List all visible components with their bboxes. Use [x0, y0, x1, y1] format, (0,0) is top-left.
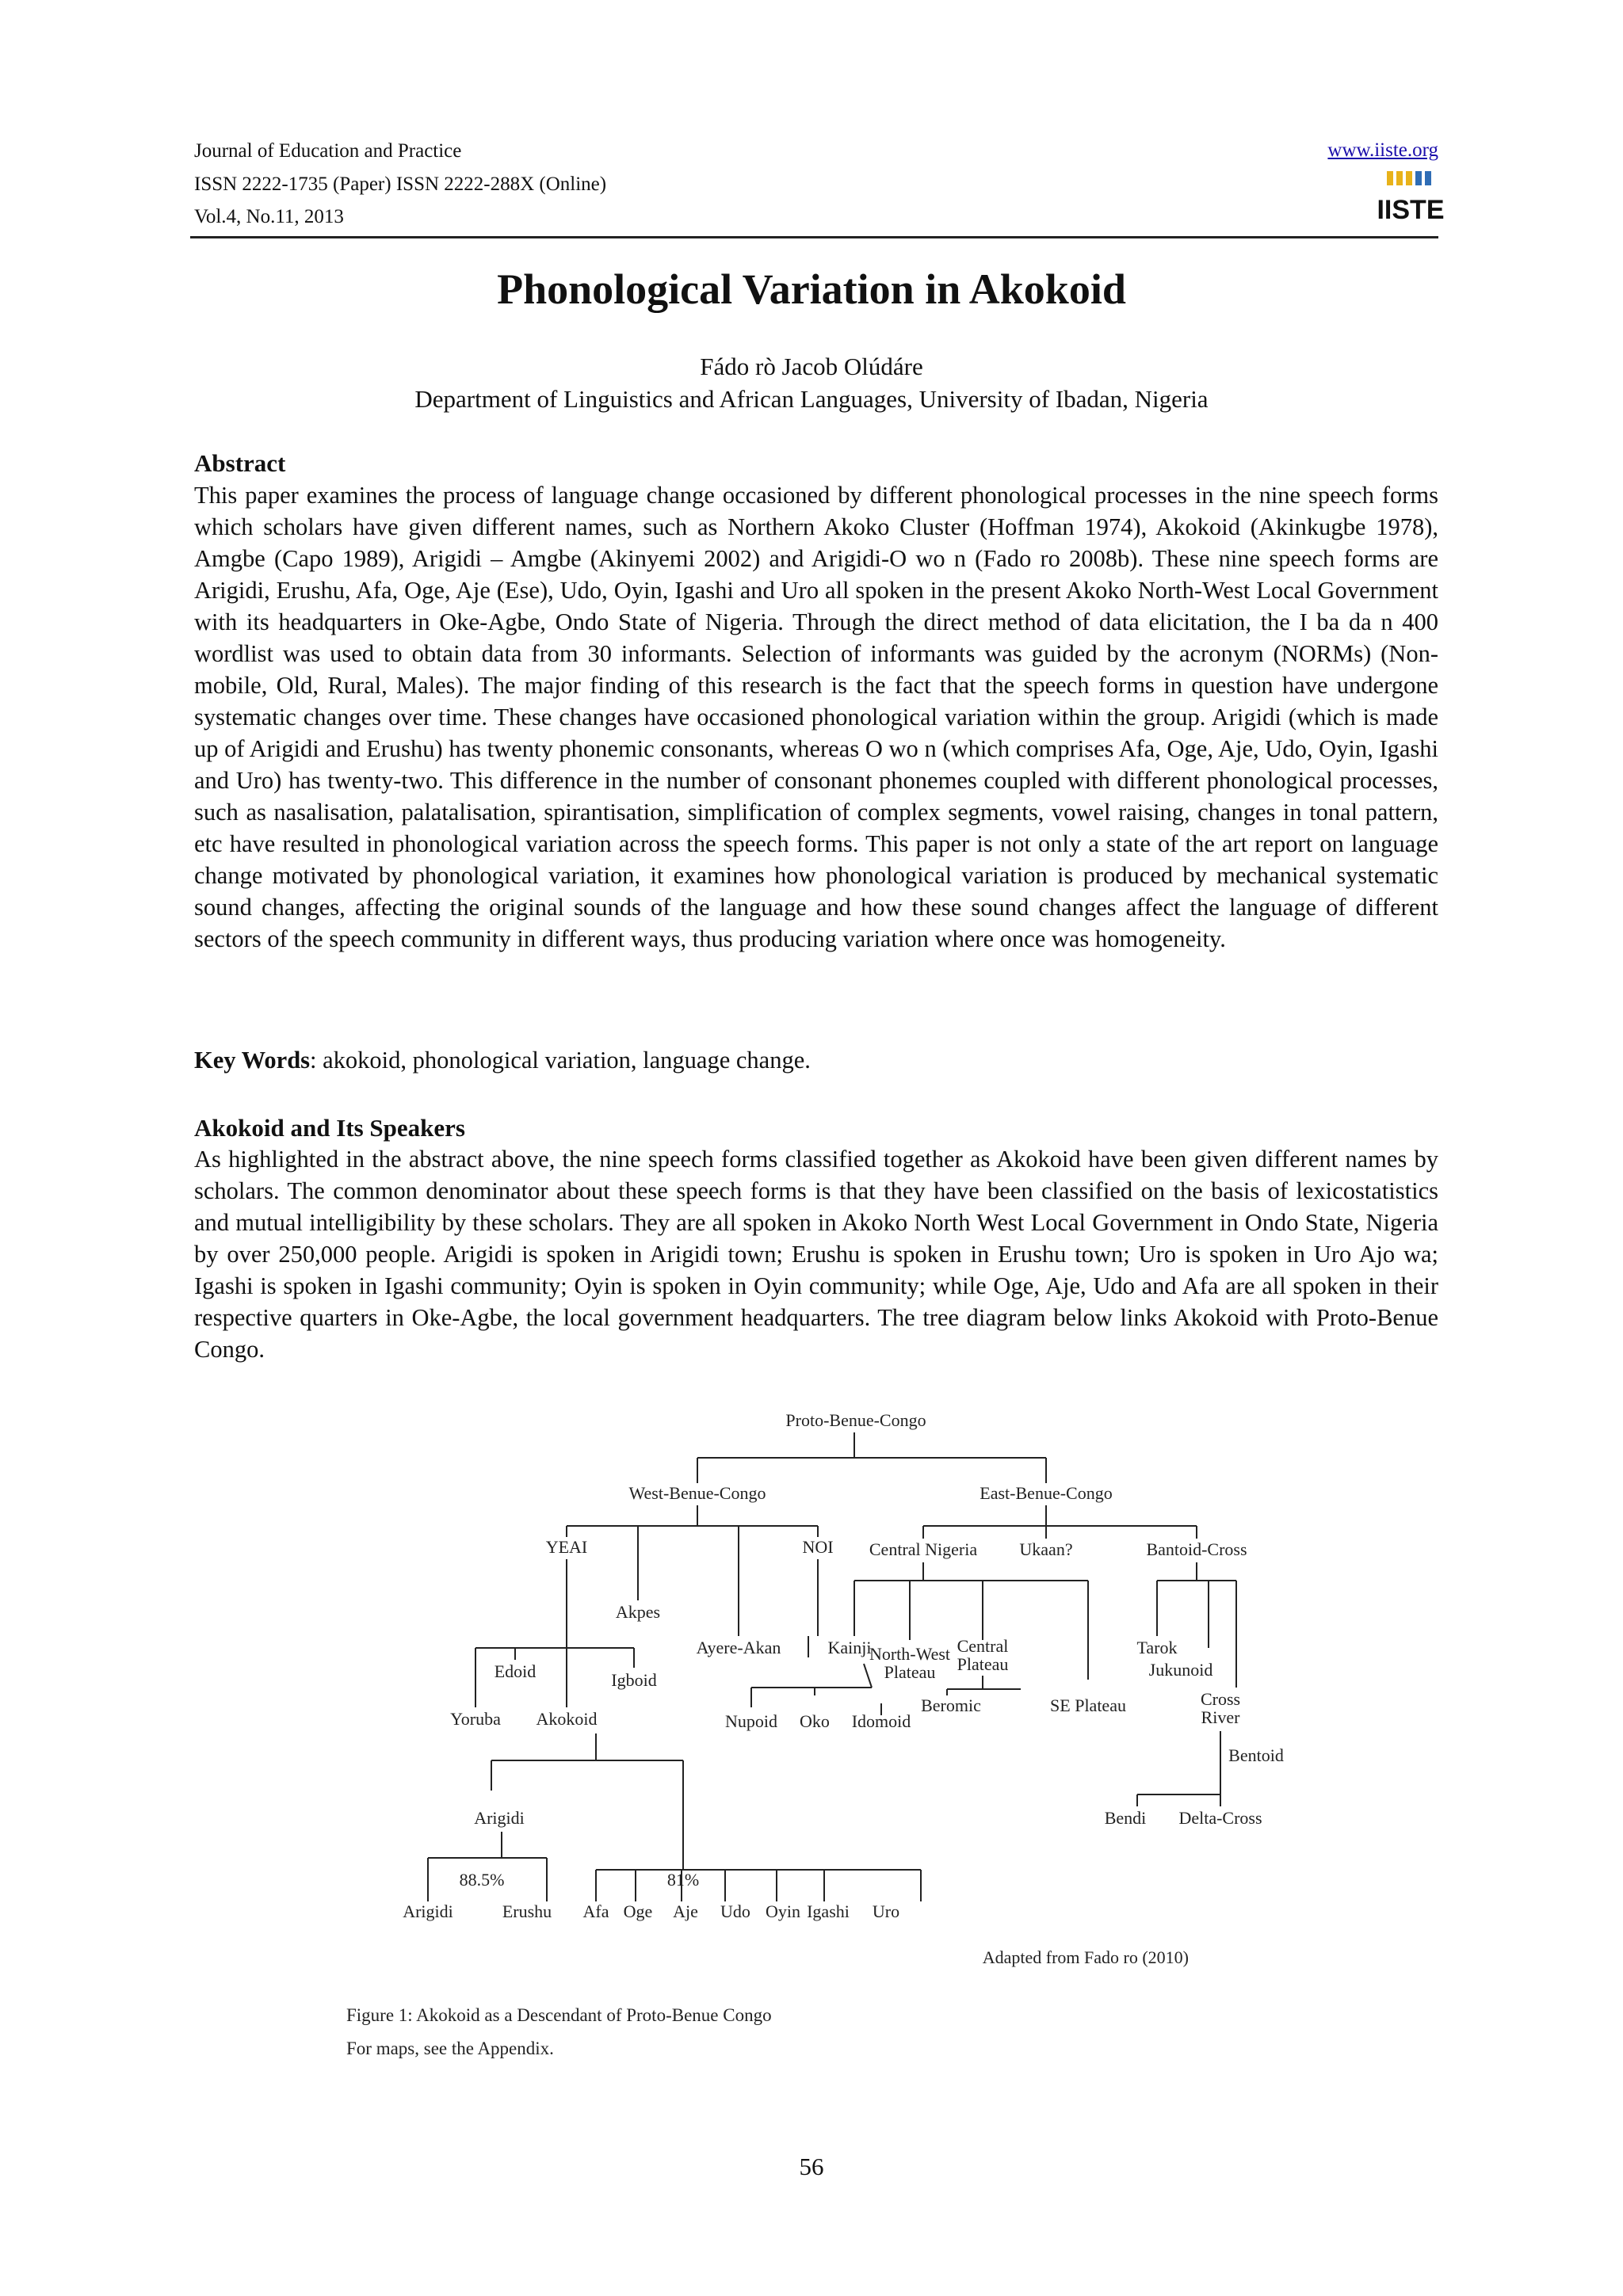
node-bendi: Bendi	[1104, 1808, 1147, 1828]
header-rule	[190, 236, 1438, 238]
section-heading-akokoid: Akokoid and Its Speakers	[194, 1114, 465, 1142]
node-ayere-akan: Ayere-Akan	[696, 1638, 781, 1657]
leaf-arigidi: Arigidi	[403, 1901, 453, 1921]
author-name: Fádo rò Jacob Olúdáre	[700, 353, 923, 380]
author-affiliation: Department of Linguistics and African Languages, University of Ibadan, Nigeria	[414, 385, 1209, 413]
node-bentoid: Bentoid	[1228, 1745, 1284, 1765]
leaf-afa: Afa	[582, 1901, 609, 1921]
leaf-oge: Oge	[623, 1901, 653, 1921]
node-cross-river-2: River	[1201, 1707, 1240, 1727]
paper-title: Phonological Variation in Akokoid	[497, 265, 1126, 313]
node-bantoid-cross: Bantoid-Cross	[1146, 1539, 1247, 1559]
node-yoruba: Yoruba	[450, 1709, 501, 1729]
node-beromic: Beromic	[921, 1695, 981, 1715]
adapted-note: Adapted from Fado ro (2010)	[982, 1947, 1189, 1967]
keywords-line	[194, 1044, 811, 1076]
issn-line: ISSN 2222-1735 (Paper) ISSN 2222-288X (Online)	[194, 174, 607, 195]
node-central-plateau-2: Plateau	[957, 1654, 1009, 1674]
maps-note: For maps, see the Appendix.	[346, 2039, 554, 2058]
logo-text: IISTE	[1377, 195, 1445, 225]
node-ukaan: Ukaan?	[1019, 1539, 1073, 1559]
iiste-logo-icon	[1377, 170, 1445, 225]
section-text-akokoid: As highlighted in the abstract above, the nine speech forms classified together as Akokoid have been given different names by scholars. The common denominator about these speech forms is that they have been classified on the basis of lexicostatistics and mutual intelligibility by these scholars. They are all spoken in Akoko North West Local Government in Ondo State, Nigeria by over 250,000 people. Arigidi is spoken in Arigidi town; Erushu is spoken in Erushu town; Uro is spoken in Uro Ajo wa; Igashi is spoken in Igashi community; Oyin is spoken in Oyin community; while Oge, Aje, Udo and Afa are all spoken in their respective quarters in Oke-Agbe, the local government headquarters. The tree diagram below links Akokoid with Proto-Benue Congo.	[194, 1146, 1438, 1363]
abstract-text: This paper examines the process of language change occasioned by different phonological processes in the nine speech forms which scholars have given different names, such as Northern Akoko Cluster (Hoffman 1974), Akokoid (Akinkugbe 1978), Amgbe (Capo 1989), Arigidi – Amgbe (Akinyemi 2002) and Arigidi-O wo n (Fado ro 2008b). These nine speech forms are Arigidi, Erushu, Afa, Oge, Aje (Ese), Udo, Oyin, Igashi and Uro all spoken in the present Akoko North-West Local Government with its headquarters in Oke-Agbe, Ondo State of Nigeria. Through the direct method of data elicitation, the I ba da n 400 wordlist was used to obtain data from 30 informants. Selection of informants was guided by the acronym (NORMs) (Non-mobile, Old, Rural, Males). The major finding of this research is the fact that the speech forms in question have undergone systematic changes over time. These changes have occasioned phonological variation within the group. Arigidi (which is made up of Arigidi and Erushu) has twenty phonemic consonants, whereas O wo n (which comprises Afa, Oge, Aje, Udo, Oyin, Igashi and Uro) has twenty-two. This difference in the number of consonant phonemes coupled with different phonological processes, such as nasalisation, palatalisation, spirantisation, simplification of complex segments, vowel raising, changes in tonal pattern, etc have resulted in phonological variation across the speech forms. This paper is not only a state of the art report on language change motivated by phonological variation, it examines how phonological variation is produced by mechanical systematic sound changes, affecting the original sounds of the language and how these sound changes affect the language of different sectors of the speech community in different ways, thus producing variation where once was homogeneity.	[194, 482, 1438, 952]
leaf-erushu: Erushu	[502, 1901, 552, 1921]
keywords-text: : akokoid, phonological variation, language change.	[310, 1047, 811, 1074]
node-delta-cross: Delta-Cross	[1178, 1808, 1262, 1828]
leaf-udo: Udo	[720, 1901, 750, 1921]
node-edoid: Edoid	[494, 1661, 537, 1681]
node-root: Proto-Benue-Congo	[785, 1410, 926, 1430]
node-igboid: Igboid	[611, 1670, 657, 1690]
node-west-benue-congo: West-Benue-Congo	[628, 1483, 766, 1503]
leaf-uro: Uro	[872, 1901, 900, 1921]
node-akpes: Akpes	[615, 1602, 661, 1622]
node-kainji: Kainji	[827, 1638, 872, 1657]
node-noi: NOI	[802, 1537, 834, 1557]
leaf-oyin: Oyin	[766, 1901, 800, 1921]
node-idomoid: Idomoid	[851, 1711, 911, 1731]
page-number: 56	[799, 2153, 824, 2180]
leaf-aje: Aje	[673, 1901, 698, 1921]
volume-line: Vol.4, No.11, 2013	[194, 206, 344, 227]
node-central-plateau-1: Central	[957, 1636, 1009, 1656]
node-nw-plateau-1: North-West	[869, 1644, 951, 1664]
keywords-label: Key Words	[194, 1047, 311, 1074]
node-jukunoid: Jukunoid	[1148, 1660, 1213, 1680]
pct-owon: 81%	[666, 1870, 700, 1890]
node-yeai: YEAI	[545, 1537, 588, 1557]
pct-arigidi: 88.5%	[459, 1870, 505, 1890]
node-tarok: Tarok	[1136, 1638, 1178, 1657]
node-arigidi-group: Arigidi	[474, 1808, 525, 1828]
abstract-heading: Abstract	[194, 449, 286, 477]
node-oko: Oko	[800, 1711, 830, 1731]
leaf-igashi: Igashi	[807, 1901, 850, 1921]
node-central-nigeria: Central Nigeria	[869, 1539, 978, 1559]
node-cross-river-1: Cross	[1200, 1689, 1241, 1709]
journal-name: Journal of Education and Practice	[194, 140, 462, 162]
node-akokoid: Akokoid	[536, 1709, 598, 1729]
node-se-plateau: SE Plateau	[1050, 1695, 1126, 1715]
node-east-benue-congo: East-Benue-Congo	[980, 1483, 1113, 1503]
node-nupoid: Nupoid	[725, 1711, 777, 1731]
journal-url-link[interactable]: www.iiste.org	[1327, 139, 1438, 161]
figure-caption: Figure 1: Akokoid as a Descendant of Proto-Benue Congo	[346, 2005, 772, 2025]
node-nw-plateau-2: Plateau	[884, 1662, 936, 1682]
